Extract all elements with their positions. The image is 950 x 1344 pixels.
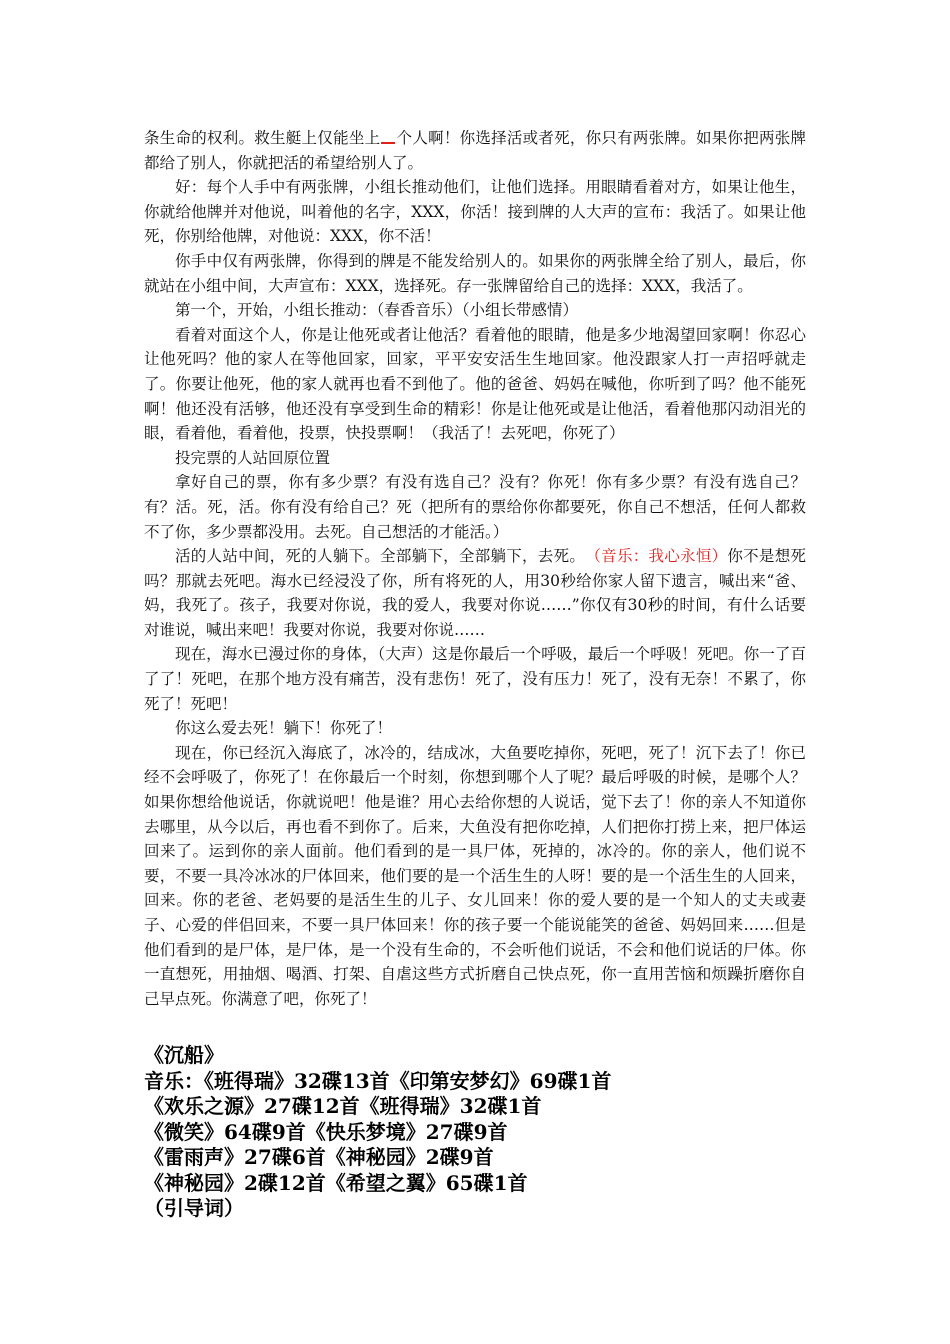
- paragraph-10: 你这么爱去死！躺下！你死了！: [175, 719, 393, 738]
- paragraph-1: [144, 126, 806, 175]
- music-line-5: 《神秘园》2碟12首《希望之翼》65碟1首: [144, 1170, 528, 1195]
- music-line-1: 音乐：《班得瑞》32碟13首《印第安梦幻》69碟1首: [144, 1068, 612, 1093]
- music-line-4: 《雷雨声》27碟6首《神秘园》2碟9首: [144, 1145, 494, 1169]
- paragraph-2: 好：每个人手中有两张牌，小组长推动他们，让他们选择。用眼睛看着对方，如果让他生，你就给他牌并对他说，叫着他的名字，XXX，你活！接到牌的人大声的宣布：我活了。如果让他死，你别给他牌，对他说：XXX，你不活！: [144, 178, 806, 246]
- paragraph-4: 第一个，开始，小组长推动：（春香音乐）（小组长带感情）: [175, 301, 579, 320]
- paragraph-1-part-b: 个人啊！你选择活或者死，你只有两张牌。如果你把两张牌都给了别人，你就把活的希望给别人了。: [144, 129, 806, 172]
- music-note-red: （音乐：我心永恒）: [593, 547, 728, 566]
- section-title: 《沉船》: [144, 1043, 224, 1067]
- paragraph-9: 现在，海水已漫过你的身体，（大声）这是你最后一个呼吸，最后一个呼吸！死吧。你一了百了了！死吧，在那个地方没有痛苦，没有悲伤！死了，没有压力！死了，没有无奈！不累了，你死了！死吧！: [144, 645, 806, 713]
- section-heading: [144, 1043, 844, 1222]
- fill-in-blank: [381, 128, 395, 144]
- paragraph-6: 投完票的人站回原位置: [175, 448, 331, 467]
- paragraph-8-part-b: 你不是想死吗？那就去死吧。海水已经浸没了你，所有将死的人，用30秒给你家人留下遗言，喊出来“爸、妈，我死了。孩子，我要对你说，我的爱人，我要对你说……”你仅有30秒的时间，有什么话要对谁说，喊出来吧！我要对你说，我要对你说……: [144, 547, 806, 639]
- paragraph-3: 你手中仅有两张牌，你得到的牌是不能发给别人的。如果你的两张牌全给了别人，最后，你就站在小组中间，大声宣布：XXX，选择死。存一张牌留给自己的选择：XXX，我活了。: [144, 251, 806, 295]
- body-text: [144, 126, 806, 1011]
- paragraph-8-part-a: 活的人站中间，死的人躺下。全部躺下，全部躺下，去死。: [175, 547, 594, 566]
- music-line-3: 《微笑》64碟9首《快乐梦境》27碟9首: [144, 1119, 508, 1144]
- paragraph-11: 现在，你已经沉入海底了，冰冷的，结成冰，大鱼要吃掉你，死吧，死了！沉下去了！你已经不会呼吸了，你死了！在你最后一个时刻，你想到哪个人了呢？最后呼吸的时候，是哪个人？如果你想给他说话，你就说吧！他是谁？用心去给你想的人说话，觉下去了！你的亲人不知道你去哪里，从今以后，再也看不到你了。后来，大鱼没有把你吃掉，人们把你打捞上来，把尸体运回来了。运到你的亲人面前。他们看到的是一具尸体，死掉的，冰冷的。你的亲人，他们说不要，不要一具冷冰冰的尸体回来，他们要的是一个活生生的人呀！要的是一个活生生的人回来，回来。你的老爸、老妈要的是活生生的儿子、女儿回来！你的爱人要的是一个知人的丈夫或妻子、心爱的伴侣回来，不要一具尸体回来！你的孩子要一个能说能笑的爸爸、妈妈回来……但是他们看到的是尸体，是尸体，是一个没有生命的，不会听他们说话，不会和他们说话的尸体。你一直想死，用抽烟、喝酒、打架、自虐这些方式折磨自己快点死，你一直用苦恼和烦躁折磨你自己早点死。你满意了吧，你死了！: [144, 743, 806, 1008]
- paragraph-8: [144, 544, 806, 642]
- music-line-2: 《欢乐之源》27碟12首《班得瑞》32碟1首: [144, 1094, 542, 1118]
- paragraph-5: 看着对面这个人，你是让他死或者让他活？看着他的眼睛，他是多少地渴望回家啊！你忍心让他死吗？他的家人在等他回家，回家，平平安安活生生地回家。他没跟家人打一声招呼就走了。你要让他死，他的家人就再也看不到他了。他的爸爸、妈妈在喊他，你听到了吗？他不能死啊！他还没有活够，他还没有享受到生命的精彩！你是让他死或是让他活，看着他那闪动泪光的眼，看着他，看着他，投票，快投票啊！（我活了！去死吧，你死了）: [144, 325, 806, 443]
- paragraph-1-part-a: 条生命的权利。救生艇上仅能坐上: [144, 129, 381, 147]
- guide-label: （引导词）: [144, 1196, 244, 1220]
- paragraph-7: 拿好自己的票，你有多少票？有没有选自己？没有？你死！你有多少票？有没有选自己？有？活。死，活。你有没有给自己？死（把所有的票给你你都要死，你自己不想活，任何人都救不了你，多少票都没用。去死。自己想活的才能活。）: [144, 473, 806, 541]
